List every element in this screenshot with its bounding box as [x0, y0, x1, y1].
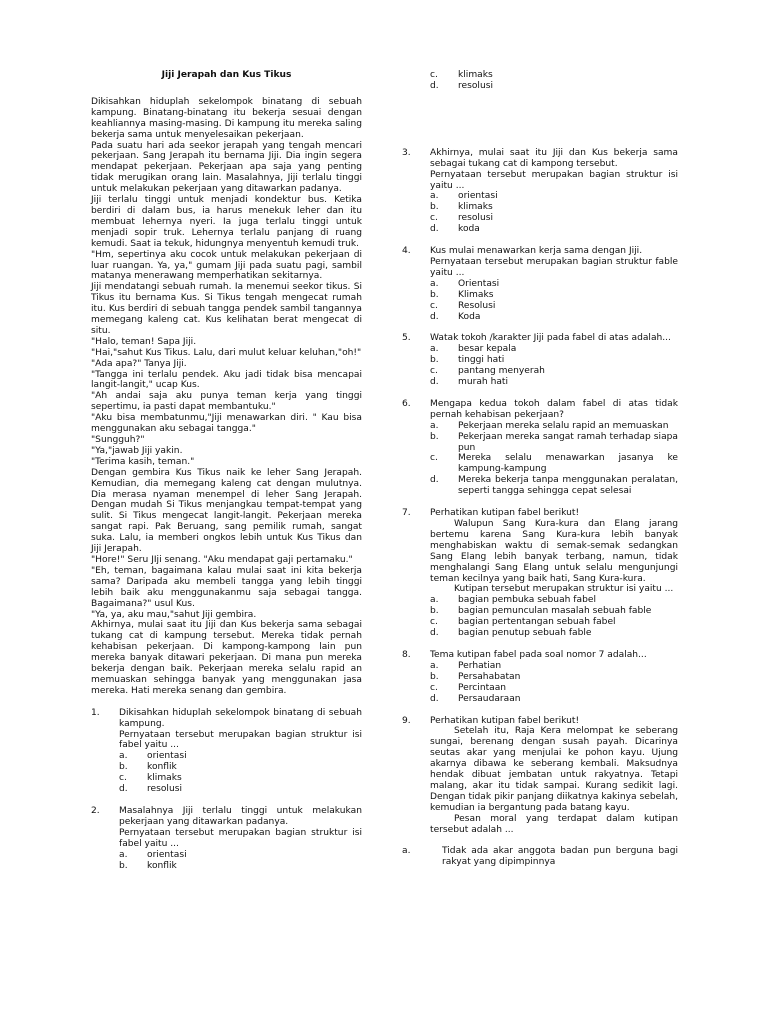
option-letter: a.	[430, 278, 439, 289]
question-number: 7.	[402, 508, 411, 519]
story-paragraph: Jiji mendatangi sebuah rumah. Ia menemui seekor tikus. Si Tikus itu bernama Kus. Si Tikus tengah mengecat rumah itu. Kus berdiri di sebuah tangga pendek sambil tangannya memegang kaleng cat. Kus kelihatan berat mengecat di situ.	[91, 282, 362, 336]
question-text: Tema kutipan fabel pada soal nomor 7 adalah...	[430, 649, 647, 660]
question-9	[402, 716, 678, 836]
option-text: tinggi hati	[458, 355, 505, 366]
answer-option	[119, 784, 362, 795]
answer-option	[430, 355, 678, 366]
story-paragraph: "Hore!" Seru JIji senang. "Aku mendapat gaji pertamaku."	[91, 554, 353, 565]
option-letter: b.	[430, 202, 439, 213]
option-letter: a.	[402, 846, 411, 857]
story-paragraph: Dengan gembira Kus Tikus naik ke leher Sang Jerapah. Kemudian, dia memegang kaleng cat dengan mulutnya. Dia merasa nyaman menempel di leher Sang Jerapah. Dengan mudah Si Tikus menjangkau tempat-tempat yang sulit. Si Tikus mengecat langit-langit. Pekerjaan mereka sangat rapi. Pak Beruang, sang pemilik rumah, sangat suka. Lalu, ia memberi ongkos lebih untuk Kus Tikus dan Jiji Jerapah.	[91, 467, 362, 555]
question-3	[402, 148, 678, 235]
option-letter: d.	[430, 693, 439, 704]
story-text	[91, 97, 362, 697]
answer-option	[430, 661, 678, 672]
answer-option	[430, 202, 678, 213]
option-text: Resolusi	[458, 300, 496, 311]
option-letter: c.	[430, 617, 438, 628]
question-4	[402, 246, 678, 322]
story-paragraph: "Aku bisa membatunmu,"Jiji menawarkan diri. " Kau bisa menggunakan aku sebagai tangga."	[91, 413, 362, 435]
question-number: 6.	[402, 398, 411, 409]
story-paragraph: "Ada apa?" Tanya Jiji.	[91, 358, 187, 369]
answer-option	[119, 850, 362, 861]
story-paragraph: "Ya, ya, aku mau,"sahut Jiji gembira.	[91, 609, 257, 620]
question-quote: Walupun Sang Kura-kura dan Elang jarang bertemu karena Sang Kura-kura lebih banyak menghabiskan waktu di semak-semak sedangkan Sang Elang lebih banyak terbang, namun, tidak menghalangi Sang Elang untuk selalu mengunjungi teman kecilnya yang baik hati, Sang Kura-kura.	[430, 519, 678, 584]
answer-option	[430, 421, 678, 432]
question-5	[402, 333, 678, 388]
question-number: 4.	[402, 246, 411, 257]
answer-option	[430, 191, 678, 202]
option-text: Koda	[458, 311, 481, 322]
answer-option	[430, 224, 678, 235]
option-text: Orientasi	[458, 278, 500, 289]
answer-option	[430, 432, 678, 454]
option-letter: d.	[119, 784, 128, 795]
question-number: 2.	[91, 806, 100, 816]
option-letter: a.	[430, 595, 439, 606]
answer-option	[430, 672, 678, 683]
answer-option	[119, 773, 362, 784]
option-text: konflik	[147, 762, 177, 773]
question-text: Kus mulai menawarkan kerja sama dengan Jiji.	[430, 246, 643, 257]
option-text: Mereka selalu menawarkan jasanya ke kampung-kampung	[458, 453, 678, 475]
question-number: 1.	[91, 707, 100, 718]
option-text: Tidak ada akar anggota badan pun berguna bagi rakyat yang dipimpinnya	[442, 846, 678, 868]
answer-option	[430, 606, 678, 617]
answer-option	[119, 762, 362, 773]
option-text: resolusi	[147, 784, 182, 795]
answer-option	[119, 861, 362, 872]
option-text: bagian pertentangan sebuah fabel	[458, 617, 616, 628]
answer-option	[430, 628, 678, 639]
option-text: resolusi	[458, 80, 493, 91]
story-paragraph: "Eh, teman, bagaimana kalau mulai saat ini kita bekerja sama? Daripada aku membeli tangga yang lebih tinggi lebih baik aku menggunakanmu saja sebagai tangga. Bagaimana?" usul Kus.	[91, 565, 362, 609]
question-6	[402, 399, 678, 497]
option-letter: c.	[430, 70, 438, 80]
question-8	[402, 650, 678, 705]
answer-option	[430, 81, 678, 92]
option-letter: b.	[119, 860, 128, 871]
story-paragraph: "Hm, sepertinya aku cocok untuk melakukan pekerjaan di luar ruangan. Ya, ya," gumam Jiji pada suatu pagi, sambil matanya menerawang memperhatikan sekitarnya.	[91, 249, 362, 282]
option-text: klimaks	[458, 70, 493, 80]
option-text: orientasi	[147, 849, 187, 860]
option-letter: c.	[430, 300, 438, 311]
story-paragraph: Pada suatu hari ada seekor jerapah yang tengah mencari pekerjaan. Sang Jerapah itu bernama Jiji. Dia ingin segera mendapat pekerjaan. Pekerjaan apa saja yang penting tidak merugikan orang lain. Masalahnya, Jiji terlalu tinggi untuk melakukan pekerjaan yang ditawarkan padanya.	[91, 140, 362, 195]
story-paragraph: "Hai,"sahut Kus Tikus. Lalu, dari mulut keluar keluhan,"oh!"	[91, 347, 362, 358]
option-text: Persahabatan	[458, 671, 521, 682]
answer-option	[430, 377, 678, 388]
option-text: konflik	[147, 860, 177, 871]
option-letter: a.	[430, 191, 439, 202]
answer-option	[430, 683, 678, 694]
question-text: Perhatikan kutipan fabel berikut!	[430, 715, 580, 726]
option-text: Percintaan	[458, 682, 507, 693]
option-letter: b.	[119, 762, 128, 773]
option-letter: c.	[119, 773, 127, 784]
question-number: 5.	[402, 333, 411, 344]
answer-option	[430, 301, 678, 312]
answer-option	[430, 290, 678, 301]
option-letter: d.	[430, 628, 439, 639]
answer-option	[430, 595, 678, 606]
option-text: Mereka bekerja tanpa menggunakan peralatan, seperti tangga sehingga cepat selesai	[458, 475, 678, 497]
option-letter: b.	[430, 355, 439, 366]
question-2-continued	[402, 70, 678, 92]
question-number: 3.	[402, 147, 411, 158]
option-text: bagian pemunculan masalah sebuah fable	[458, 606, 652, 617]
story-paragraph: Dikisahkan hiduplah sekelompok binatang di sebuah kampung. Binatang-binatang itu bekerja sesuai dengan keahliannya masing-masing. Di kampung itu mereka saling bekerja sama untuk menyelesaikan pekerjaan.	[91, 96, 362, 140]
option-text: pantang menyerah	[458, 366, 545, 377]
story-paragraph: "Tangga ini terlalu pendek. Aku jadi tidak bisa mencapai langit-langit," ucap Kus.	[91, 369, 362, 391]
option-text: Persaudaraan	[458, 693, 521, 704]
question-prompt: Pesan moral yang terdapat dalam kutipan tersebut adalah ...	[430, 813, 678, 835]
option-text: Pekerjaan mereka sangat ramah terhadap siapa pun	[458, 431, 678, 453]
option-letter: a.	[119, 751, 128, 762]
question-prompt: Pernyataan tersebut merupakan bagian struktur isi yaitu ...	[430, 169, 678, 191]
question-prompt: Pernyataan tersebut merupakan bagian struktur fable yaitu ...	[430, 256, 678, 278]
option-text: Klimaks	[458, 289, 494, 300]
option-text: orientasi	[458, 191, 498, 202]
option-text: klimaks	[147, 773, 182, 784]
answer-option	[430, 312, 678, 323]
option-text: bagian pembuka sebuah fabel	[458, 595, 596, 606]
option-text: murah hati	[458, 377, 509, 388]
option-text: orientasi	[147, 751, 187, 762]
option-letter: b.	[430, 671, 439, 682]
option-letter: a.	[430, 420, 439, 431]
question-number: 9.	[402, 715, 411, 726]
answer-option	[430, 213, 678, 224]
question-text: Mengapa kedua tokoh dalam fabel di atas tidak pernah kehabisan pekerjaan?	[430, 398, 678, 420]
option-letter: d.	[430, 475, 439, 486]
option-letter: a.	[430, 344, 439, 355]
option-text: Pekerjaan mereka selalu rapid an memuaskan	[458, 420, 669, 431]
story-paragraph: "Terima kasih, teman."	[91, 456, 195, 467]
question-text: Akhirnya, mulai saat itu Jiji dan Kus bekerja sama sebagai tukang cat di kampong tersebut.	[430, 147, 678, 169]
option-text: koda	[458, 224, 480, 235]
question-text: Watak tokoh /karakter Jiji pada fabel di atas adalah...	[430, 333, 671, 344]
question-prompt: Pernyataan tersebut merupakan bagian struktur isi fabel yaitu ...	[119, 827, 362, 849]
option-letter: b.	[430, 431, 439, 442]
answer-option	[430, 475, 678, 497]
question-quote: Setelah itu, Raja Kera melompat ke seberang sungai, berenang dengan susah payah. Dicarinya seutas akar yang menjulai ke pohon kayu. Ujung akarnya dibawa ke seberang kembali. Maksudnya hendak dibuat jembatan untuk rakyatnya. Tetapi malang, akar itu tidak sampai. Kurang sedikit lagi. Dengan tidak pikir panjang diikatnya kakinya sebelah, kemudian ia bergantung pada batang kayu.	[430, 726, 678, 813]
option-letter: c.	[430, 453, 438, 464]
option-text: Perhatian	[458, 660, 502, 671]
option-letter: c.	[430, 213, 438, 224]
story-paragraph: Jiji terlalu tinggi untuk menjadi kondektur bus. Ketika berdiri di dalam bus, ia harus menekuk leher dan itu membuat lehernya nyeri. Ia juga terlalu tinggi untuk menjadi sopir truk. Lehernya terlalu panjang di ruang kemudi. Saat ia tekuk, hidungnya menyentuh kemudi truk.	[91, 195, 362, 249]
question-text: Perhatikan kutipan fabel berikut!	[430, 508, 580, 519]
story-paragraph: "Sungguh?"	[91, 435, 145, 445]
story-title: Jiji Jerapah dan Kus Tikus	[161, 70, 292, 80]
answer-option	[119, 751, 362, 762]
story-paragraph: "Halo, teman! Sapa Jiji.	[91, 336, 197, 347]
question-7	[402, 508, 678, 639]
left-column	[91, 70, 362, 871]
answer-option	[430, 344, 678, 355]
story-paragraph: "Ah andai saja aku punya teman kerja yang tinggi sepertimu, ia pasti dapat membantuku."	[91, 391, 362, 413]
option-letter: b.	[430, 289, 439, 300]
option-letter: d.	[430, 224, 439, 235]
option-text: klimaks	[458, 202, 493, 213]
option-letter: c.	[430, 366, 438, 377]
option-letter: a.	[430, 660, 439, 671]
answer-option	[430, 366, 678, 377]
option-letter: a.	[119, 849, 128, 860]
answer-option	[430, 279, 678, 290]
right-column	[402, 70, 678, 868]
story-paragraph: "Ya,"jawab Jiji yakin.	[91, 445, 183, 456]
option-letter: d.	[430, 377, 439, 388]
question-2	[91, 806, 362, 871]
question-prompt: Kutipan tersebut merupakan struktur isi yaitu ...	[454, 584, 674, 595]
option-letter: b.	[430, 606, 439, 617]
option-letter: d.	[430, 311, 439, 322]
answer-option	[402, 846, 678, 868]
question-text: Dikisahkan hiduplah sekelompok binatang di sebuah kampung.	[119, 707, 362, 729]
option-text: bagian penutup sebuah fable	[458, 628, 592, 639]
question-number: 8.	[402, 649, 411, 660]
option-letter: d.	[430, 80, 439, 91]
answer-option	[430, 694, 678, 705]
option-letter: c.	[430, 682, 438, 693]
question-1	[91, 708, 362, 795]
option-text: besar kepala	[458, 344, 517, 355]
answer-option	[430, 453, 678, 475]
option-text: resolusi	[458, 213, 493, 224]
question-prompt: Pernyataan tersebut merupakan bagian struktur isi fabel yaitu ...	[119, 729, 362, 751]
answer-option	[430, 617, 678, 628]
answer-option	[430, 70, 678, 81]
story-paragraph: Akhirnya, mulai saat itu Jiji dan Kus bekerja sama sebagai tukang cat di kampung tersebut. Mereka tidak pernah kehabisan pekerjaan. Di kampong-kampong lain pun mereka banyak ditawari pekerjaan. Di mana pun mereka bekerja dengan baik. Pekerjaan mereka selalu rapid an memuaskan sehingga banyak yang menggunakan jasa mereka. Hati mereka senang dan gembira.	[91, 620, 362, 696]
question-text: Masalahnya Jiji terlalu tinggi untuk melakukan pekerjaan yang ditawarkan padanya.	[119, 806, 362, 827]
